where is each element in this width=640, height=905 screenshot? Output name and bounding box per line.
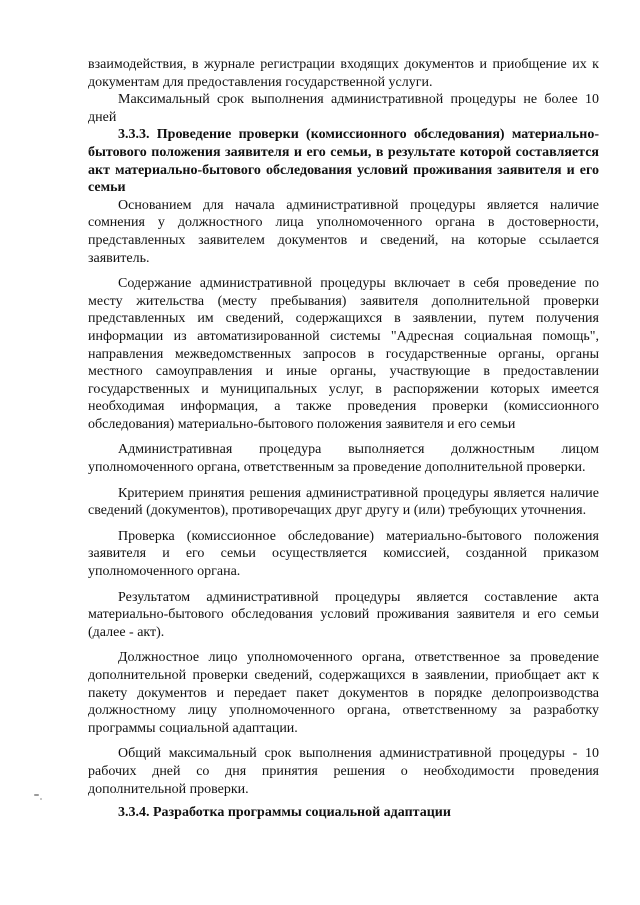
scan-artifact	[40, 798, 42, 800]
section-heading-3-3-3: 3.3.3. Проведение проверки (комиссионного обследования) материально-бытового положения заявителя и его семьи, в результате которой составляется акт материально-бытового обследования условий проживания заявителя и его семьи	[88, 127, 599, 196]
paragraph-criterion: Критерием принятия решения административной процедуры является наличие сведений (документов), противоречащих друг другу и (или) требующих уточнения.	[88, 485, 599, 519]
paragraph-result: Результатом административной процедуры является составление акта материально-бытового обследования условий проживания заявителя и его семьи (далее - акт).	[88, 589, 599, 640]
paragraph-official: Должностное лицо уполномоченного органа, ответственное за проведение дополнительной проверки сведений, содержащихся в заявлении, приобщает акт к пакету документов и передает пакет документов в порядке делопроизводства должностному лицу уполномоченного органа, ответственному за разработку программы социальной адаптации.	[88, 650, 599, 736]
paragraph-max-term: Максимальный срок выполнения административной процедуры не более 10 дней	[88, 92, 599, 125]
paragraph-content: Содержание административной процедуры включает в себя проведение по месту жительства (месту пребывания) заявителя дополнительной проверки представленных им сведений, содержащихся в заявлении, путем получения информации из автоматизированной системы "Адресная социальная помощь", направления межведомственных запросов в государственные органы, органы местного самоуправления и иные органы, участвующие в предоставлении государственных и муниципальных услуг, в распоряжении которых имеется необходимая информация, а также проведения проверки (комиссионного обследования) материально-бытового положения заявителя и его семьи	[88, 276, 599, 432]
document-page	[88, 56, 599, 822]
scan-artifact	[34, 794, 39, 796]
paragraph-total-term: Общий максимальный срок выполнения административной процедуры - 10 рабочих дней со дня принятия решения о необходимости проведения дополнительной проверки.	[88, 746, 599, 797]
paragraph-continuation: взаимодействия, в журнале регистрации входящих документов и приобщение их к документам для предоставления государственной услуги.	[88, 57, 599, 90]
section-heading-3-3-4: 3.3.4. Разработка программы социальной адаптации	[118, 805, 451, 821]
paragraph-commission: Проверка (комиссионное обследование) материально-бытового положения заявителя и его семьи осуществляется комиссией, созданной приказом уполномоченного органа.	[88, 528, 599, 580]
paragraph-executor: Административная процедура выполняется должностным лицом уполномоченного органа, ответственным за проведение дополнительной проверки.	[88, 442, 599, 476]
paragraph-basis: Основанием для начала административной процедуры является наличие сомнения у должностного лица уполномоченного органа в достоверности, представленных заявителем документов и сведений, на которые ссылается заявитель.	[88, 197, 599, 266]
